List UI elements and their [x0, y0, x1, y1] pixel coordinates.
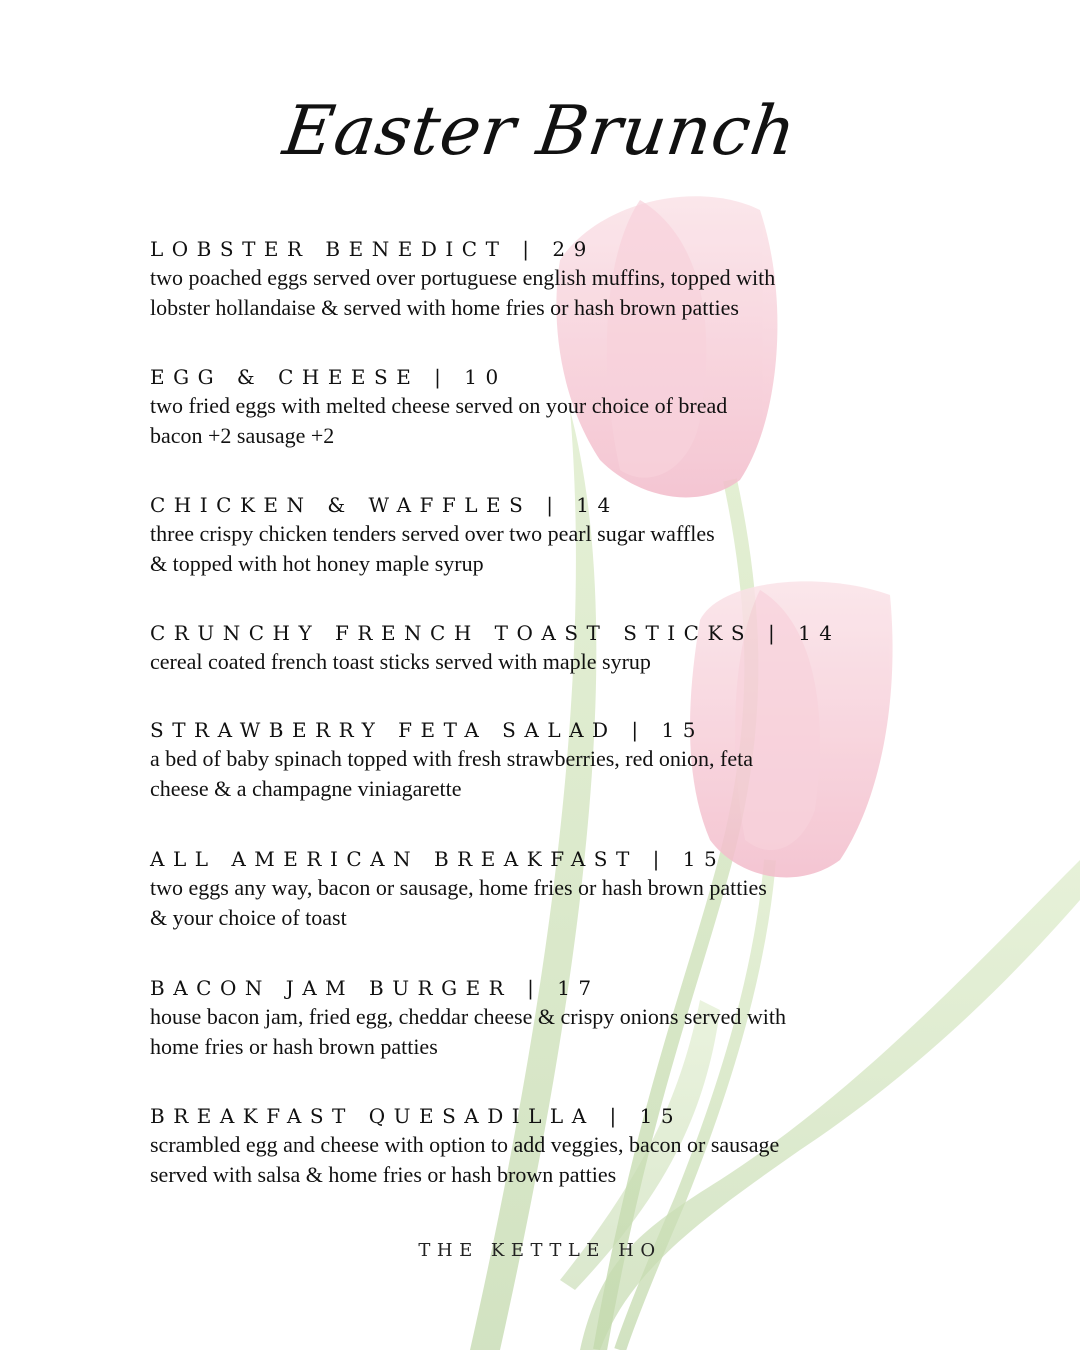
- menu-item-heading: LOBSTER BENEDICT | 29: [150, 237, 595, 261]
- menu-item-description: cereal coated french toast sticks served with maple syrup: [150, 649, 651, 674]
- menu-item-description: two fried eggs with melted cheese served on your choice of bread bacon +2 sausage +2: [150, 393, 728, 448]
- menu-item: [150, 237, 1010, 323]
- menu-item-heading: BREAKFAST QUESADILLA | 15: [150, 1104, 683, 1128]
- menu-item-description: two poached eggs served over portuguese english muffins, topped with lobster hollandaise & served with home fries or hash brown patties: [150, 265, 776, 320]
- menu-item-description: a bed of baby spinach topped with fresh strawberries, red onion, feta cheese & a champagne viniagarette: [150, 746, 753, 801]
- menu-title: Easter Brunch: [278, 92, 802, 171]
- menu-item: [150, 847, 1010, 933]
- menu-item-heading: EGG & CHEESE | 10: [150, 365, 507, 389]
- footer-brand: THE KETTLE HO: [418, 1240, 662, 1261]
- menu-item: [150, 1104, 1010, 1190]
- menu-item-description: three crispy chicken tenders served over two pearl sugar waffles & topped with hot honey maple syrup: [150, 521, 715, 576]
- menu-item-heading: BACON JAM BURGER | 17: [150, 976, 600, 1000]
- menu-item-heading: STRAWBERRY FETA SALAD | 15: [150, 718, 704, 742]
- menu-item-description: house bacon jam, fried egg, cheddar cheese & crispy onions served with home fries or hash brown patties: [150, 1004, 786, 1059]
- menu-item: [150, 493, 1010, 579]
- menu-item-description: scrambled egg and cheese with option to add veggies, bacon or sausage served with salsa & home fries or hash brown patties: [150, 1132, 780, 1187]
- menu-item-heading: CRUNCHY FRENCH TOAST STICKS | 14: [150, 621, 841, 645]
- menu-item-description: two eggs any way, bacon or sausage, home fries or hash brown patties & your choice of toast: [150, 875, 767, 930]
- menu-item-heading: CHICKEN & WAFFLES | 14: [150, 493, 619, 517]
- menu-item: [150, 365, 1010, 451]
- menu-item: [150, 976, 1010, 1062]
- menu-item: [150, 718, 1010, 804]
- menu-item-heading: ALL AMERICAN BREAKFAST | 15: [150, 847, 726, 871]
- menu-item: [150, 621, 1010, 677]
